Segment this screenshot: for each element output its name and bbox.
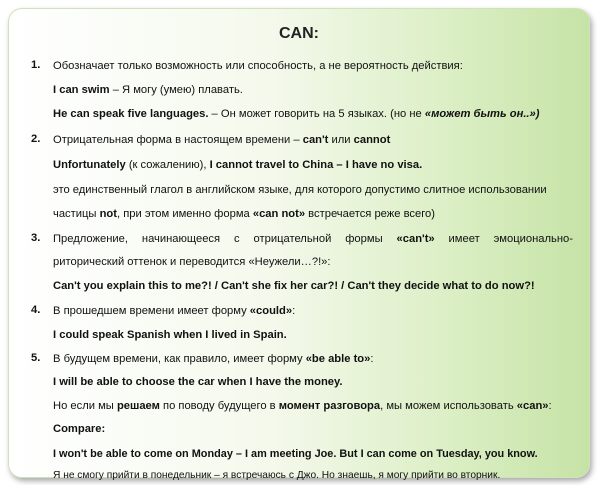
item-2-line-4	[53, 207, 435, 221]
example-bold: I can swim	[53, 84, 110, 96]
item-3-line-3: Can't you explain this to me?! / Can't she fix her car?! / Can't they decide what to do now?!	[53, 280, 535, 292]
item-3-line-2: риторический оттенок и переводится «Неужели…?!»:	[53, 256, 331, 268]
bold-term: «can»	[516, 400, 549, 412]
text: имеет эмоционально-	[434, 233, 573, 245]
item-2-number: 2.	[31, 133, 41, 145]
bold-term: «be able to»	[305, 353, 371, 365]
item-5-line-2: I will be able to choose the car when I have the money.	[53, 376, 343, 388]
bold-term: Unfortunately	[53, 159, 126, 171]
item-1-line-3	[53, 107, 540, 121]
text: по поводу будущего в	[159, 400, 279, 412]
bold-term: «could»	[249, 305, 293, 317]
bold-term: момент разговора	[278, 400, 381, 412]
title-text: CAN	[279, 25, 314, 42]
bold-term: «can not»	[252, 208, 306, 220]
rule-card	[8, 8, 590, 481]
translation-text: – Он может говорить на 5 языках. (но не	[208, 108, 425, 120]
text: В будущем времени, как правило, имеет форму	[53, 353, 306, 365]
text: :	[548, 400, 552, 412]
item-2-line-2	[53, 158, 422, 172]
text: :	[370, 353, 374, 365]
item-2-line-1	[53, 133, 390, 147]
page-title	[9, 25, 589, 43]
bold-term: cannot	[353, 134, 391, 146]
text: :	[292, 305, 296, 317]
item-4-line-2: I could speak Spanish when I lived in Spain.	[53, 329, 287, 341]
item-5-line-3	[53, 399, 552, 413]
item-5-line-5: I won't be able to come on Monday – I am meeting Joe. But I can come on Tuesday, you know.	[53, 448, 538, 460]
item-1-number: 1.	[31, 59, 41, 71]
bold-term: «can't»	[396, 233, 435, 245]
text: встречается реже всего)	[305, 208, 436, 220]
text: В прошедшем времени имеет форму	[53, 305, 250, 317]
item-4-line-1	[53, 304, 295, 318]
bold-term: can't	[302, 134, 329, 146]
text: Предложение, начинающееся с отрицательной формы	[53, 233, 397, 245]
item-2-line-3: это единственный глагол в английском языке, для которого допустимо слитное использовании	[53, 184, 547, 196]
bold-term: решаем	[116, 400, 160, 412]
text: , при этом именно форма	[116, 208, 253, 220]
item-5-number: 5.	[31, 352, 41, 364]
text: , мы можем использовать	[380, 400, 517, 412]
item-4-number: 4.	[31, 304, 41, 316]
item-3-number: 3.	[31, 232, 41, 244]
text: или	[328, 134, 354, 146]
item-1-line-1: Обозначает только возможность или способность, а не вероятность действия:	[53, 60, 463, 72]
text: Но если мы	[53, 400, 117, 412]
text: частицы	[53, 208, 100, 220]
item-5-line-1	[53, 352, 373, 366]
example-bold: I cannot travel to China – I have no visa.	[209, 159, 423, 171]
translation-text: – Я могу (умею) плавать.	[109, 84, 243, 96]
title-colon: :	[313, 25, 319, 42]
item-5-line-6: Я не смогу прийти в понедельник – я встречаюсь с Джо. Но знаешь, я могу прийти во вторник.	[53, 470, 501, 481]
text: (к сожалению),	[125, 159, 210, 171]
text: Отрицательная форма в настоящем времени –	[53, 134, 303, 146]
example-bold: He can speak five languages.	[53, 108, 209, 120]
item-1-line-2	[53, 83, 243, 97]
item-3-line-1	[53, 232, 573, 246]
bold-term: not	[99, 208, 117, 220]
item-5-line-4: Compare:	[53, 423, 106, 435]
italic-note: «может быть он..»)	[424, 108, 540, 120]
